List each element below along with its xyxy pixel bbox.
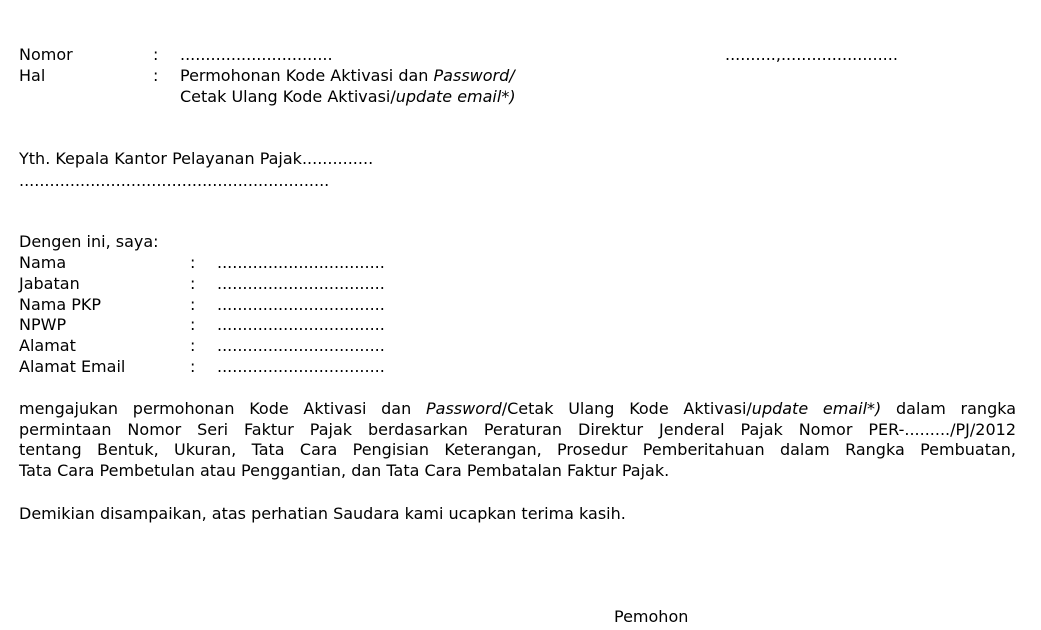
field-colon: : (190, 295, 196, 314)
hal-label: Hal (19, 66, 46, 85)
field-colon: : (190, 253, 196, 272)
field-value: ................................. (217, 336, 385, 355)
nomor-label: Nomor (19, 45, 73, 64)
body-text: mengajukan permohonan Kode Aktivasi dan (19, 399, 426, 418)
hal-line-2 (180, 87, 516, 108)
body-text: /Cetak Ulang Kode Aktivasi/ (501, 399, 752, 418)
field-colon: : (190, 336, 196, 355)
hal-colon: : (153, 66, 159, 85)
intro-text: Dengen ini, saya: (19, 232, 159, 251)
field-value: ................................. (217, 274, 385, 293)
body-italic: update email*) (751, 399, 882, 418)
date-value: ..........,....................... (725, 45, 898, 64)
signature-label: Pemohon (614, 607, 689, 626)
nomor-colon: : (153, 45, 159, 64)
field-colon: : (190, 274, 196, 293)
field-value: ................................. (217, 357, 385, 376)
hal-line-1-text: Permohonan Kode Aktivasi dan (180, 66, 434, 85)
field-value: ................................. (217, 315, 385, 334)
field-label: Alamat (19, 336, 76, 355)
hal-line-1 (180, 66, 515, 87)
nomor-value: .............................. (180, 45, 333, 64)
field-colon: : (190, 357, 196, 376)
hal-row (19, 66, 719, 108)
nomor-row (19, 45, 1019, 66)
closing-text: Demikian disampaikan, atas perhatian Saudara kami ucapkan terima kasih. (19, 504, 626, 523)
hal-line-1-italic: Password/ (433, 66, 515, 85)
field-label: Jabatan (19, 274, 80, 293)
body-line-1 (19, 399, 1016, 420)
hal-line-2-italic: update email*) (395, 87, 516, 106)
body-italic: Password (425, 399, 502, 418)
field-label: Nama (19, 253, 67, 272)
recipient-line-2: ............................................................. (19, 171, 330, 190)
body-text: dalam rangka (881, 399, 1017, 418)
recipient-line-1: Yth. Kepala Kantor Pelayanan Pajak.............. (19, 149, 374, 168)
field-value: ................................. (217, 253, 385, 272)
body-line-4: Tata Cara Pembetulan atau Penggantian, dan Tata Cara Pembatalan Faktur Pajak. (19, 460, 670, 480)
body-paragraph (19, 399, 1016, 481)
field-label: Alamat Email (19, 357, 126, 376)
body-line-3: tentang Bentuk, Ukuran, Tata Cara Pengisian Keterangan, Prosedur Pemberitahuan dalam Rangka Pembuatan, (19, 440, 1016, 459)
body-line-2: permintaan Nomor Seri Faktur Pajak berdasarkan Peraturan Direktur Jenderal Pajak Nomor PER-........./PJ/2012 (19, 419, 1016, 439)
field-label: Nama PKP (19, 295, 102, 314)
hal-line-2-text: Cetak Ulang Kode Aktivasi/ (180, 87, 396, 106)
field-value: ................................. (217, 295, 385, 314)
field-colon: : (190, 315, 196, 334)
field-label: NPWP (19, 315, 67, 334)
